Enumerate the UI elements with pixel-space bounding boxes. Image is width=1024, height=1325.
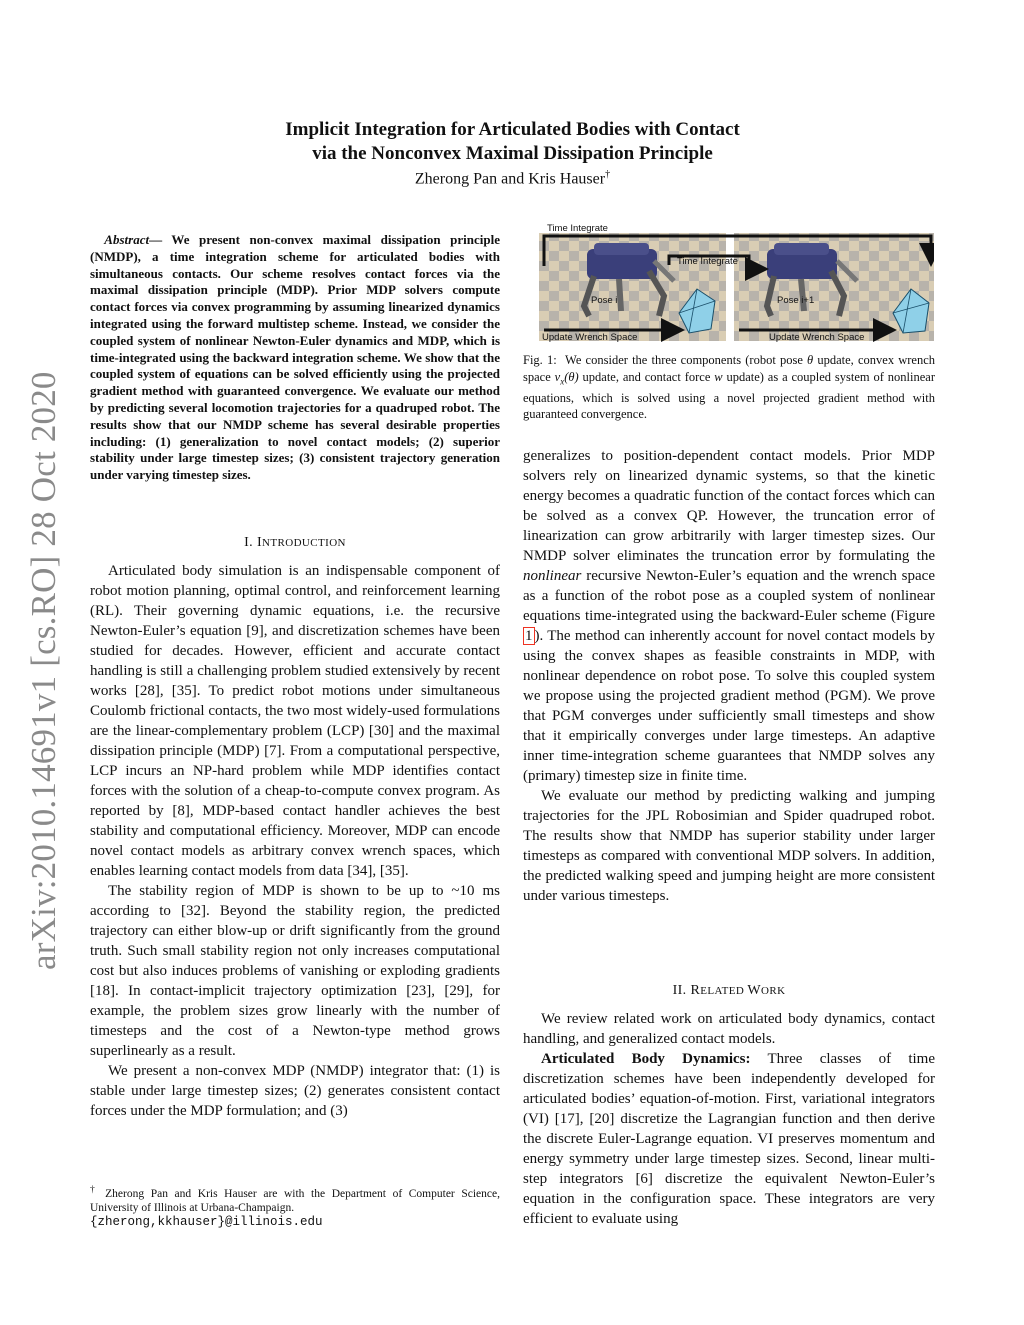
footnote-email: {zherong,kkhauser}@illinois.edu bbox=[90, 1214, 323, 1229]
text-run: Three classes of time discretization schemes have been independently developed for articulated bodies’ equation-of-motion. First, variational integrators (VI) [17], [20] discretize the Lagrangian function and then derive the discrete Euler-Lagrange equation. VI preserves momentum and energy symmetry under large timestep sizes. Second, linear multi-step integrators [6] discretize the equivalent Newton-Euler’s equation in the configuration space. These integrators are very efficient to evaluate using bbox=[523, 1051, 935, 1227]
abstract-text: — We present non-convex maximal dissipation principle (NMDP), a time integration scheme for articulated bodies with simultaneous contacts. Our scheme resolves contact forces via the maximal dissipation principle (MDP). Prior MDP solvers compute contact forces via convex programming by assuming linearized dynamics integrated using the forward multistep scheme. Instead, we consider the coupled system of nonlinear Newton-Euler dynamics and MDP, which is time-integrated using the backward integration scheme. We show that the coupled system of equations can be solved efficiently using the projected gradient method with guaranteed convergence. We evaluate our method by predicting several locomotion trajectories for a quadruped robot. The results show that our NMDP scheme has several desirable properties including: (1) generalization to novel contact models; (2) superior stability under large timestep sizes; (3) consistent trajectory generation under varying timestep sizes. bbox=[90, 232, 500, 483]
fig-label-wrench-right: Update Wrench Space bbox=[769, 332, 865, 343]
paragraph: We evaluate our method by predicting walking and jumping trajectories for the JPL Robosimian and Spider quadruped robot. The results show that NMDP has superior stability under larger timesteps as compared with conventional MDP solvers. In addition, the predicted walking speed and jumping height are more consistent under various timesteps. bbox=[523, 788, 935, 904]
section-initial: I bbox=[256, 535, 263, 550]
paragraph: Articulated body simulation is an indispensable component of robot motion planning, optimal control, and reinforcement learning (RL). Their governing dynamic equations, i.e. the recursive Newton-Euler’s equation [9], and discretization schemes have been studied for decades. However, efficient and accurate contact handling is still a challenging problem studied extensively by recent works [28], [35]. To predict robot motions under simultaneous Coulomb frictional contacts, the two most widely-used formulations are the linear-complementary problem (LCP) [30] and the maximal dissipation principle (MDP) [7]. From a computational perspective, LCP incurs an NP-hard problem while MDP identifies contact forces with the solution of a cheap-to-compute convex program. As reported by [8], MDP-based contact handler achieves the best stability and computational efficiency. Moreover, MDP can encode novel contact models as arbitrary convex wrench spaces, which enables learning contact models from data [34], [35]. bbox=[90, 563, 500, 879]
section-numeral: II. bbox=[672, 983, 691, 998]
fig-label-wrench-left: Update Wrench Space bbox=[542, 332, 638, 343]
text-run: generalizes to position-dependent contact models. Prior MDP solvers rely on linearized dynamic systems, so that the kinetic energy becomes a quadratic function of the contact forces which can be solved as a convex QP. However, the truncation error of linearization can grow arbitrarily with larger timestep sizes. Our NMDP solver eliminates the truncation error by formulating the bbox=[523, 448, 935, 564]
caption-text: update) as a coupled system of nonlinear equations, which is solved using a novel projected gradient method with guaranteed convergence. bbox=[523, 369, 935, 421]
abstract bbox=[90, 232, 500, 484]
fig-label-time-integrate-mid: Time Integrate bbox=[677, 256, 738, 267]
section-initial: W bbox=[747, 983, 761, 998]
footnote bbox=[90, 1183, 500, 1229]
figure-1 bbox=[539, 221, 934, 343]
author-names: Zherong Pan and Kris Hauser bbox=[414, 170, 606, 188]
paper-title bbox=[90, 118, 935, 166]
emphasis: nonlinear bbox=[523, 568, 582, 584]
math-v: v bbox=[554, 369, 561, 384]
footnote-text: Zherong Pan and Kris Hauser are with the Department of Computer Science, University of Illinois at Urbana-Champaign. bbox=[90, 1187, 500, 1214]
math-x: x bbox=[560, 376, 565, 386]
paper-authors bbox=[90, 169, 935, 188]
math-w: w bbox=[714, 369, 723, 384]
text-run: ). The method can inherently account for novel contact models by using the convex shapes as feasible constraints in MDP, with nonlinear dependence on robot pose. To solve this coupled system we propose using the projected gradient method (PGM). We prove that PGM converges under sufficiently small timesteps and show that it empirically converges under large timesteps. An adaptive inner time-integration scheme guarantees that NMDP solves any (primary) timestep size in finite time. bbox=[523, 628, 935, 784]
section-rest: NTRODUCTION bbox=[262, 537, 346, 549]
caption-text: update, convex wrench space bbox=[523, 353, 936, 384]
title-line-2: via the Nonconvex Maximal Dissipation Principle bbox=[312, 143, 713, 164]
caption-label: Fig. 1: bbox=[523, 353, 557, 367]
paragraph-heading: Articulated Body Dynamics: bbox=[541, 1051, 751, 1067]
section-heading-introduction bbox=[90, 534, 500, 551]
text-run: recursive Newton-Euler’s equation and the wrench space as a function of the robot pose as a coupled system of nonlinear equations time-integrated using the backward-Euler scheme (Figure bbox=[523, 568, 935, 624]
arxiv-identifier: arXiv:2010.14691v1 [cs.RO] 28 Oct 2020 bbox=[24, 371, 63, 970]
paragraph: The stability region of MDP is shown to be up to ~10 ms according to [32]. Beyond the stability region, the predicted trajectory can either blow-up or drift significantly from the ground truth. Such small stability region not only increases computational cost but also induces problems of vanishing or exploding gradients [18]. In contact-implicit trajectory optimization [23], [29], for example, the problem sizes grow linearly with the number of timesteps and the cost of a Newton-type method grows superlinearly as a result. bbox=[90, 883, 500, 1059]
fig-label-pose-i: Pose i bbox=[591, 295, 618, 306]
paragraph: We present a non-convex MDP (NMDP) integrator that: (1) is stable under large timestep sizes; (2) generates consistent contact forces under the MDP formulation; and (3) bbox=[90, 1063, 500, 1119]
fig-label-pose-i1: Pose i+1 bbox=[777, 295, 815, 306]
section-rest: ORK bbox=[760, 985, 786, 997]
math-theta-arg: (θ) bbox=[564, 369, 579, 384]
figure-1-graphic bbox=[539, 221, 934, 343]
figure-1-caption bbox=[523, 352, 935, 423]
math-theta: θ bbox=[807, 353, 814, 367]
section-heading-related-work bbox=[523, 982, 935, 999]
section-rest: ELATED bbox=[700, 985, 748, 997]
section-initial: R bbox=[690, 983, 701, 998]
caption-text: We consider the three components (robot pose bbox=[565, 353, 808, 367]
introduction-body bbox=[90, 561, 500, 1121]
paragraph: We review related work on articulated body dynamics, contact handling, and generalized contact models. bbox=[523, 1011, 935, 1047]
abstract-label: Abstract bbox=[104, 232, 150, 247]
figure-reference-link[interactable]: 1 bbox=[525, 628, 533, 644]
caption-text: update, and contact force bbox=[578, 369, 715, 384]
fig-label-time-integrate-top: Time Integrate bbox=[547, 223, 608, 234]
right-column-body bbox=[523, 446, 935, 906]
related-work-body bbox=[523, 1009, 935, 1229]
paper-header bbox=[90, 118, 935, 188]
author-footnote-mark: † bbox=[605, 169, 611, 180]
footnote-mark: † bbox=[90, 1184, 99, 1195]
title-line-1: Implicit Integration for Articulated Bodies with Contact bbox=[285, 119, 740, 140]
paragraph bbox=[523, 446, 935, 786]
section-numeral: I. bbox=[244, 535, 257, 550]
paragraph bbox=[523, 1049, 935, 1229]
